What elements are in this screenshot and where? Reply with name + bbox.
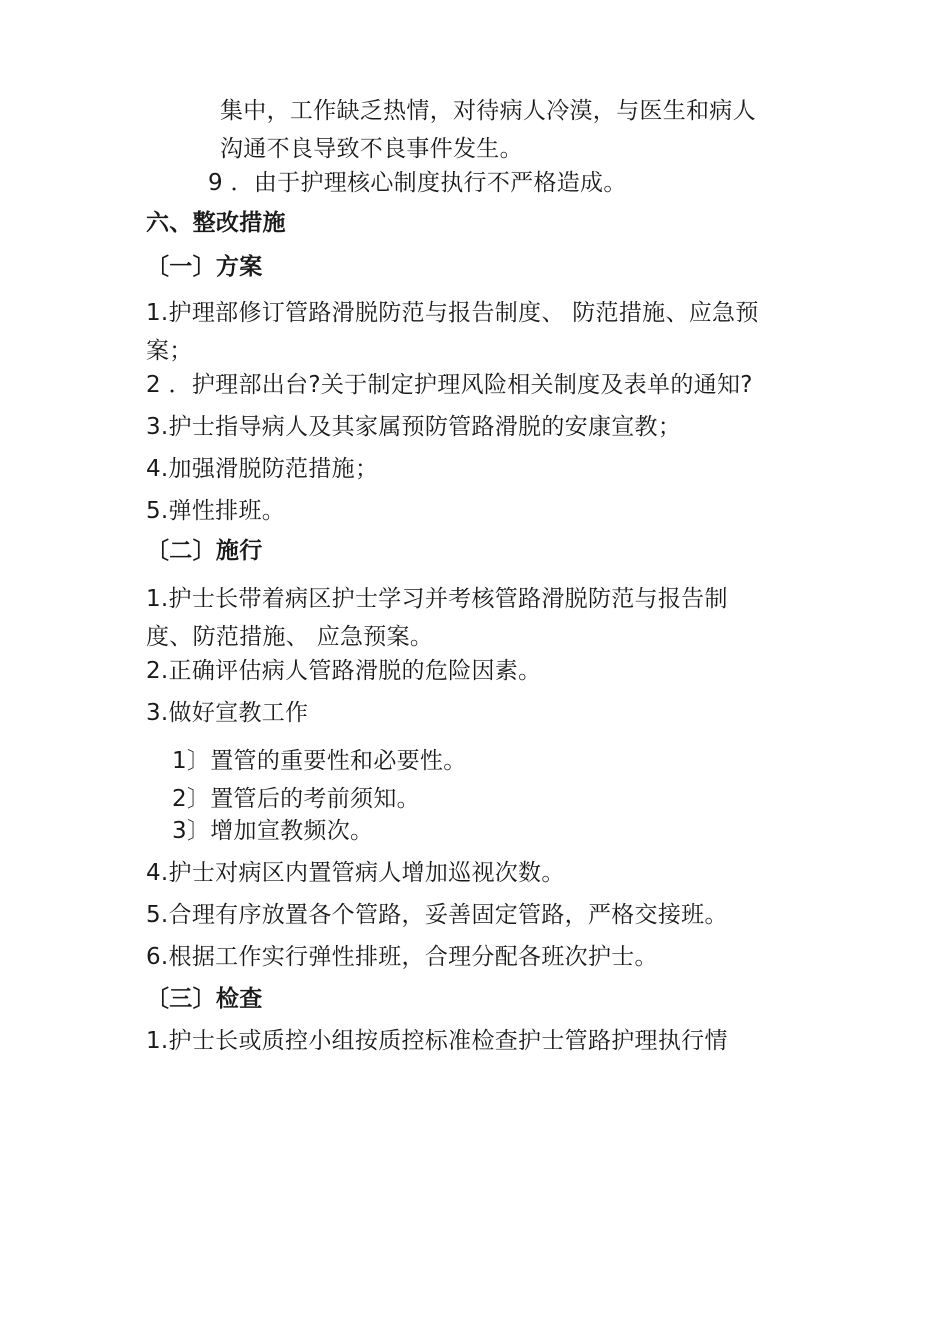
list-item-9: 9 ．由于护理核心制度执行不严格造成。 — [208, 170, 627, 196]
inspection-item-1: 1.护士长或质控小组按质控标准检查护士管路护理执行情 — [146, 1028, 728, 1054]
implementation-subitem-3: 3〕增加宣教频次。 — [172, 818, 374, 844]
implementation-item-1-cont: 度、防范措施、 应急预案。 — [146, 624, 434, 650]
plan-item-3: 3.护士指导病人及其家属预防管路滑脱的安康宣教； — [146, 414, 682, 440]
subsection-heading-inspection: 〔三〕检查 — [146, 986, 263, 1012]
continuation-line-1: 集中，工作缺乏热情，对待病人冷漠，与医生和病人 — [220, 98, 756, 124]
implementation-subitem-1: 1〕置管的重要性和必要性。 — [172, 748, 467, 774]
plan-item-5: 5.弹性排班。 — [146, 498, 286, 524]
plan-item-4: 4.加强滑脱防范措施； — [146, 456, 379, 482]
subsection-heading-plan: 〔一〕方案 — [146, 254, 263, 280]
implementation-subitem-2: 2〕置管后的考前须知。 — [172, 786, 420, 812]
implementation-item-1: 1.护士长带着病区护士学习并考核管路滑脱防范与报告制 — [146, 586, 728, 612]
implementation-item-3: 3.做好宣教工作 — [146, 700, 309, 726]
plan-item-1-cont: 案； — [146, 338, 193, 364]
plan-item-1: 1.护理部修订管路滑脱防范与报告制度、 防范措施、应急预 — [146, 300, 759, 326]
implementation-item-5: 5.合理有序放置各个管路，妥善固定管路，严格交接班。 — [146, 902, 728, 928]
implementation-item-2: 2.正确评估病人管路滑脱的危险因素。 — [146, 658, 542, 684]
implementation-item-4: 4.护士对病区内置管病人增加巡视次数。 — [146, 860, 565, 886]
implementation-item-6: 6.根据工作实行弹性排班，合理分配各班次护士。 — [146, 944, 658, 970]
section-heading: 六、整改措施 — [146, 210, 286, 236]
subsection-heading-implementation: 〔二〕施行 — [146, 538, 263, 564]
continuation-line-2: 沟通不良导致不良事件发生。 — [220, 136, 523, 162]
plan-item-2: 2 ．护理部出台?关于制定护理风险相关制度及表单的通知? — [146, 372, 753, 398]
